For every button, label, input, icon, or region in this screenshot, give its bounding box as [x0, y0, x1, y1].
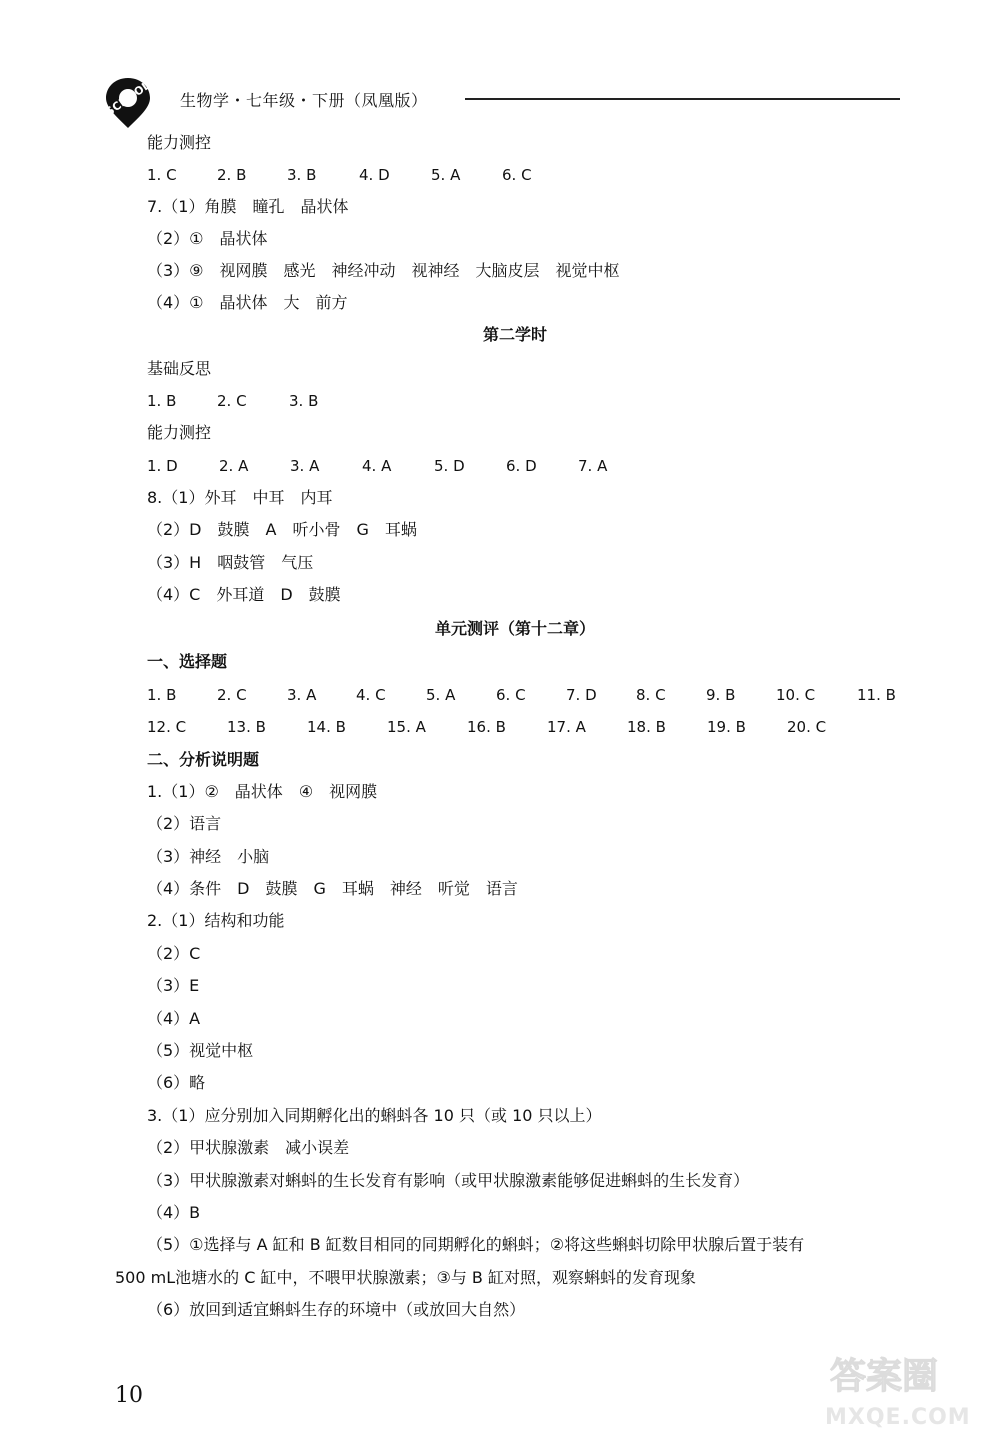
answer-item: 6. C: [496, 686, 526, 704]
answer-line: 500 mL池塘水的 C 缸中，不喂甲状腺激素；③与 B 缸对照，观察蝌蚪的发育现象: [115, 1268, 696, 1287]
section-title: 第二学时: [482, 325, 547, 344]
answer-item: 3. B: [289, 392, 319, 410]
answer-item: 2. C: [217, 392, 247, 410]
header-divider: [465, 98, 900, 100]
answer-line: （4）B: [147, 1203, 201, 1222]
answer-item: 5. D: [434, 457, 465, 475]
answer-item: 6. C: [502, 166, 532, 184]
answer-item: 4. C: [356, 686, 386, 704]
answer-line: （2）语言: [147, 814, 222, 833]
answer-item: 9. B: [706, 686, 736, 704]
answer-item: 3. A: [290, 457, 320, 475]
answer-line: （3）H 咽鼓管 气压: [147, 553, 314, 572]
subheading: 基础反思: [147, 359, 212, 378]
answer-line: （6）略: [147, 1073, 206, 1092]
answer-line: （2）① 晶状体: [147, 229, 268, 248]
school-logo-icon: [100, 70, 170, 130]
answer-line: （3）E: [147, 976, 200, 995]
answer-line: （4）A: [147, 1009, 201, 1028]
section-title: 单元测评（第十二章）: [434, 619, 595, 638]
answer-line: 7.（1）角膜 瞳孔 晶状体: [147, 197, 349, 216]
subheading: 能力测控: [147, 423, 212, 442]
answer-line: （2）甲状腺激素 减小误差: [147, 1138, 350, 1157]
answer-line: （5）视觉中枢: [147, 1041, 254, 1060]
answer-line: （5）①选择与 A 缸和 B 缸数目相同的同期孵化的蝌蚪；②将这些蝌蚪切除甲状腺后置于装有: [147, 1235, 805, 1254]
answer-item: 14. B: [307, 718, 346, 736]
answer-item: 18. B: [627, 718, 666, 736]
watermark-text: MXQE.COM: [825, 1405, 971, 1430]
answer-line: （3）⑨ 视网膜 感光 神经冲动 视神经 大脑皮层 视觉中枢: [147, 261, 620, 280]
subheading: 能力测控: [147, 133, 212, 152]
answer-item: 13. B: [227, 718, 266, 736]
answer-line: 1.（1）② 晶状体 ④ 视网膜: [147, 782, 378, 801]
answer-item: 2. B: [217, 166, 247, 184]
answer-line: （4）条件 D 鼓膜 G 耳蜗 神经 听觉 语言: [147, 879, 518, 898]
svg-text:SCHOOL: SCHOOL: [103, 78, 153, 119]
watermark-logo-text: 答案圈: [830, 1356, 939, 1397]
answer-line: （2）C: [147, 944, 201, 963]
answer-item: 11. B: [857, 686, 896, 704]
answer-item: 16. B: [467, 718, 506, 736]
answer-line: （3）神经 小脑: [147, 847, 270, 866]
answer-item: 12. C: [147, 718, 187, 736]
page-header: [100, 70, 900, 130]
answer-item: 1. D: [147, 457, 178, 475]
answer-item: 2. C: [217, 686, 247, 704]
answer-line: （6）放回到适宜蝌蚪生存的环境中（或放回大自然）: [147, 1300, 526, 1319]
answer-line: （2）D 鼓膜 A 听小骨 G 耳蜗: [147, 520, 417, 539]
answer-item: 3. B: [287, 166, 317, 184]
answer-item: 20. C: [787, 718, 827, 736]
answer-item: 19. B: [707, 718, 746, 736]
answer-item: 3. A: [287, 686, 317, 704]
page-number: 10: [115, 1383, 143, 1408]
part-heading: 一、选择题: [147, 652, 228, 671]
answer-item: 6. D: [506, 457, 537, 475]
answer-item: 4. D: [359, 166, 390, 184]
answer-item: 10. C: [776, 686, 816, 704]
answer-item: 1. B: [147, 686, 177, 704]
answer-line: 3.（1）应分别加入同期孵化出的蝌蚪各 10 只（或 10 只以上）: [147, 1106, 602, 1125]
answer-item: 4. A: [362, 457, 392, 475]
answer-item: 2. A: [219, 457, 249, 475]
answer-item: 5. A: [426, 686, 456, 704]
book-title: 生物学・七年级・下册（凤凰版）: [180, 91, 428, 110]
answer-item: 17. A: [547, 718, 586, 736]
answer-line: 2.（1）结构和功能: [147, 911, 285, 930]
answer-item: 1. B: [147, 392, 177, 410]
part-heading: 二、分析说明题: [147, 750, 260, 769]
answer-line: （4）① 晶状体 大 前方: [147, 293, 348, 312]
answer-item: 7. D: [566, 686, 597, 704]
answer-line: （3）甲状腺激素对蝌蚪的生长发育有影响（或甲状腺激素能够促进蝌蚪的生长发育）: [147, 1171, 750, 1190]
answer-item: 7. A: [578, 457, 608, 475]
answer-item: 8. C: [636, 686, 666, 704]
answer-item: 15. A: [387, 718, 426, 736]
answer-line: （4）C 外耳道 D 鼓膜: [147, 585, 341, 604]
answer-line: 8.（1）外耳 中耳 内耳: [147, 488, 333, 507]
answer-item: 1. C: [147, 166, 177, 184]
answer-item: 5. A: [431, 166, 461, 184]
